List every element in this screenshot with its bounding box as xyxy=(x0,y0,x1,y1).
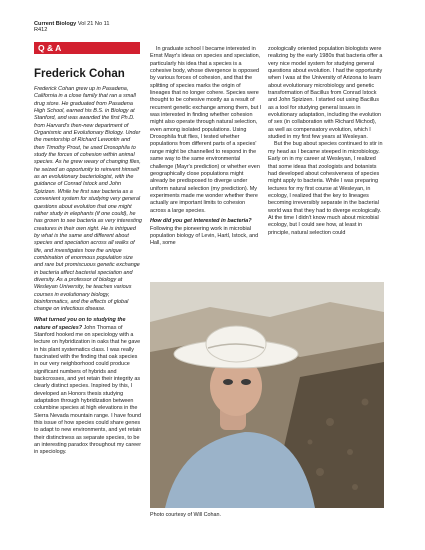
journal-name: Current Biology xyxy=(34,21,77,27)
column-1 xyxy=(34,86,142,457)
column-3 xyxy=(268,46,383,237)
question-2: How did you get interested in bacteria? xyxy=(150,218,252,225)
column-2 xyxy=(150,46,262,248)
answer-1-part-2: In graduate school I became interested in Ernst Mayr's ideas on species and speciation, particularly his idea that a species is a cohesive body, whose divergence is opposed by various forces of cohesion, and that the splitting of species marks the origin of lineages that no longer cohere. Species were thought to be cohesive mostly as a result of recurrent genetic exchange among them, but I was interested in finding whether cohesion might also operate through natural selection, even among isolated populations. Using Drosophila fruit flies, I tested whether populations from different parts of a species' range might be channelled to respond in the same way to the same environmental challenge (Mayr's prediction) or whether even geographically close populations might already be predisposed to diverge under uniform natural selection (my prediction). My experiments made me wonder whether there actually are important limits to cohesion across a large species. xyxy=(150,46,262,214)
running-header xyxy=(34,21,109,34)
qa-block-1 xyxy=(34,317,142,457)
photo-illustration xyxy=(150,282,384,508)
answer-1-part-1: John Thomas of Stanford hooked me on speciology with a lecture on hybridization in oaks that he gave in his plant systematics class. I was really fascinated with the finding that oak species in our very neighborhood could produce significant numbers of hybrids and backcrosses, and yet retain their integrity as clearly distinct species. Inspired by this, I developed an Honors thesis studying adaptation through hybridization between columbine species at high elevations in the Sierra Nevada mountain range. I have found this issue of how species could share genes to adapt to new environments, and yet retain their distinctness as separate species, to be an interesting paradox throughout my career in speciology. xyxy=(34,324,142,456)
biography: Frederick Cohan grew up in Pasadena, California in a close family that ran a small drug store. He graduated from Pasadena High School, earned his B.S. in Biology at Stanford, and was awarded the first Ph.D. from Harvard's then-new department of Organismic and Evolutionary Biology. Under the mentorship of Richard Lewontin and then Timothy Prout, he used Drosophila to study the forces of cohesion within animal species. As he grew weary of changing flies, he seized an opportunity to reinvent himself as an evolutionary bacteriologist, with the guidance of Conrad Istock and John Spizizen. While he first saw bacteria as a convenient system for studying very general questions about evolution that one might rather study in elephants (if one could), he has grown to see bacteria as very interesting creatures in their own right. He is intrigued by what is the same and different about species and speciation across all walks of life, and investigates how the unique combination of enormous population size and rare but promiscuous genetic exchange in bacteria affect bacterial speciation and diversity. As a professor of biology at Wesleyan University, he teaches various courses in evolutionary biology, bioinformatics, and the effects of global change on infectious disease. xyxy=(34,86,142,313)
photo-credit: Photo courtesy of Will Cohan. xyxy=(150,512,222,518)
answer-2-part-1: Following the pioneering work in microbial population biology of Levin, Hartl, Istock, and Hall, some xyxy=(150,225,259,247)
article-title: Frederick Cohan xyxy=(34,68,125,80)
portrait-photo xyxy=(150,282,384,508)
page-number: R412 xyxy=(34,27,48,34)
qa-block-2 xyxy=(150,218,262,247)
journal-citation: Vol 21 No 11 xyxy=(77,21,110,27)
answer-2-part-3: But the bug about species continued to stir in my head as I became steeped in microbiology. Early on in my career at Wesleyan, I realized that some ideas that zoologists and botanists had developed about cohesiveness of species might apply to bacteria. While I was preparing lectures for my first course at Wesleyan, in ecology, I realized that the key to lineages becoming irreversibly separate in the bacterial world was that they had to diverge ecologically. At the time I didn't know much about microbial ecology, but I could see how, at least in principle, natural selection could xyxy=(268,141,383,236)
section-label: Q & A xyxy=(34,42,140,54)
question-1: What turned you on to studying the nature of species? xyxy=(34,317,126,331)
answer-2-part-2: zoologically oriented population biologists were realizing by the early 1980s that bacteria offer a very nice model system for studying general questions about evolution. I had the opportunity when I was at the University of Arizona to learn about evolutionary microbiology and genetic transformation of Bacillus from Conrad Istock and John Spizizen. I started out using Bacillus as a tool for studying general issues in evolutionary adaptation, including the evolution of sex (in collaboration with Richard Michod), as well as compensatory evolution, which I studied in my first few years at Wesleyan. xyxy=(268,46,383,141)
